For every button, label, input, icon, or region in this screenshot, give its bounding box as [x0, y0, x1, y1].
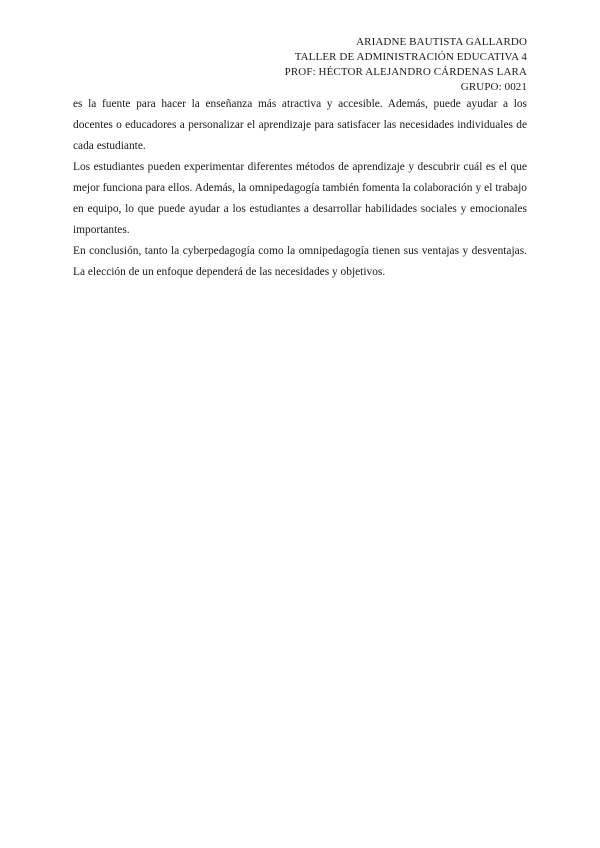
paragraph: Los estudiantes pueden experimentar diferentes métodos de aprendizaje y descubrir cuál es el que mejor funciona para ellos. Además, la omnipedagogía también fomenta la colaboración y el trabajo en equipo, lo que puede ayudar a los estudiantes a desarrollar habilidades sociales y emocionales importantes. [73, 161, 527, 236]
paragraph: En conclusión, tanto la cyberpedagogía como la omnipedagogía tienen sus ventajas y desventajas. La elección de un enfoque dependerá de las necesidades y objetivos. [73, 245, 527, 278]
professor-name: PROF: HÉCTOR ALEJANDRO CÁRDENAS LARA [284, 66, 527, 78]
document-body [73, 94, 527, 283]
group-number: GRUPO: 0021 [460, 81, 527, 93]
page-header [285, 35, 527, 95]
paragraph: es la fuente para hacer la enseñanza más atractiva y accesible. Además, puede ayudar a los docentes o educadores a personalizar el aprendizaje para satisfacer las necesidades individuales de cada estudiante. [73, 98, 527, 152]
course-name: TALLER DE ADMINISTRACIÓN EDUCATIVA 4 [294, 51, 527, 63]
author-name: ARIADNE BAUTISTA GALLARDO [356, 36, 527, 48]
